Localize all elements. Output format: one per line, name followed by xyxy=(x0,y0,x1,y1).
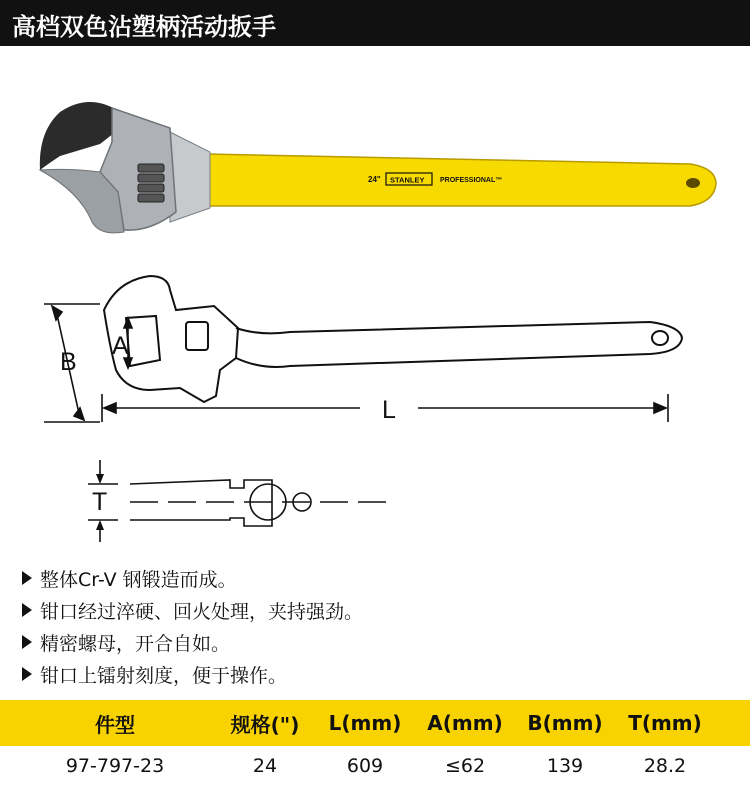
col-size: 规格(") xyxy=(230,712,300,737)
cell-width-b: 139 xyxy=(546,755,584,777)
brand-name: STANLEY xyxy=(390,175,425,185)
feature-item xyxy=(22,562,363,594)
table-row xyxy=(0,746,750,786)
col-thickness-t: T(mm) xyxy=(628,711,702,735)
col-jaw-a: A(mm) xyxy=(427,711,503,735)
dim-label-a: A xyxy=(112,332,129,360)
feature-text: 整体Cr-V 钢锻造而成。 xyxy=(40,568,237,591)
triangle-bullet-icon xyxy=(22,667,32,681)
dim-label-l: L xyxy=(382,396,396,424)
feature-list xyxy=(22,562,363,690)
triangle-bullet-icon xyxy=(22,635,32,649)
spec-table-header xyxy=(0,700,750,746)
cell-model: 97-797-23 xyxy=(65,755,165,777)
col-model: 件型 xyxy=(95,712,135,737)
size-mark: 24" xyxy=(368,175,381,184)
cell-thickness-t: 28.2 xyxy=(643,755,687,777)
product-line: PROFESSIONAL™ xyxy=(440,177,503,184)
spec-table xyxy=(0,700,750,786)
feature-text: 钳口经过淬硬、回火处理，夹持强劲。 xyxy=(40,600,364,623)
col-length: L(mm) xyxy=(328,711,402,735)
feature-text: 精密螺母，开合自如。 xyxy=(40,632,231,655)
feature-item xyxy=(22,626,363,658)
dim-label-t: T xyxy=(92,488,108,516)
cell-length: 609 xyxy=(346,755,384,777)
feature-item xyxy=(22,594,363,626)
wrench-photo xyxy=(0,72,750,262)
feature-item xyxy=(22,658,363,690)
triangle-bullet-icon xyxy=(22,571,32,585)
page-title: 高档双色沾塑柄活动扳手 xyxy=(12,13,276,41)
cell-size: 24 xyxy=(252,755,278,777)
feature-text: 钳口上镭射刻度，便于操作。 xyxy=(40,664,288,687)
triangle-bullet-icon xyxy=(22,603,32,617)
col-width-b: B(mm) xyxy=(527,711,603,735)
handle-hang-hole xyxy=(686,178,700,188)
dim-label-b: B xyxy=(60,348,77,376)
dimension-drawing xyxy=(0,270,750,560)
header-bar xyxy=(0,0,750,46)
cell-jaw-a: ≤62 xyxy=(444,755,486,777)
